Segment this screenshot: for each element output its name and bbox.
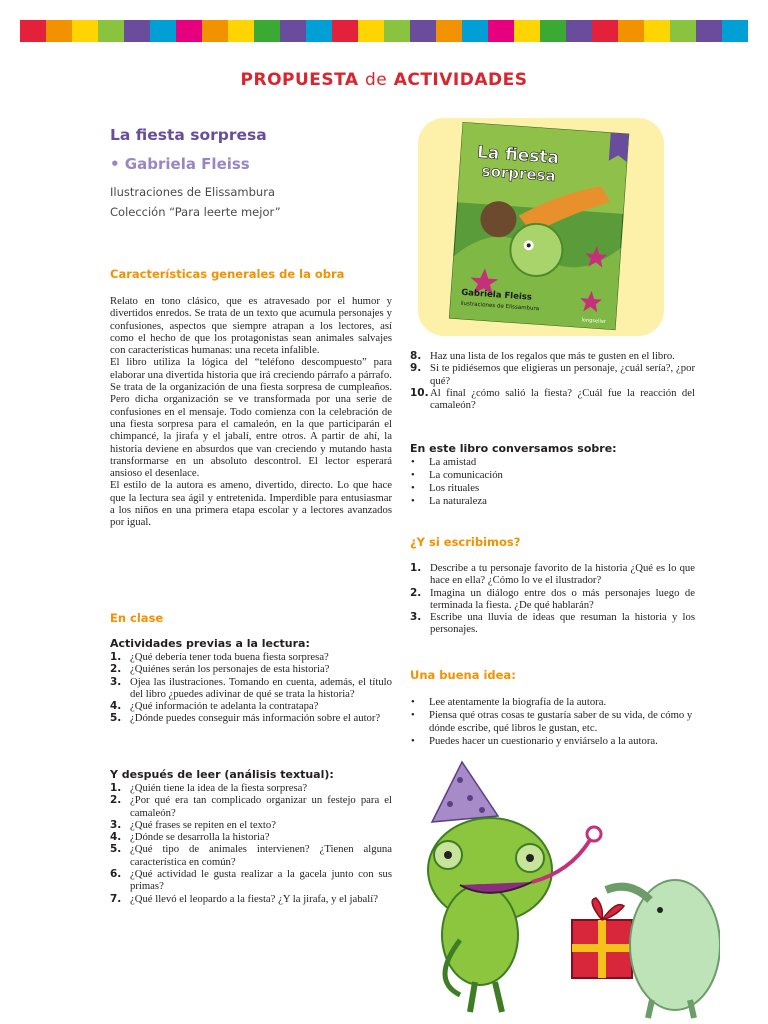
title-de: de <box>365 70 388 90</box>
illustrator-credit: Ilustraciones de Elissambura <box>110 185 275 199</box>
previas-list <box>110 651 392 725</box>
list-item: • Lee atentamente la biografía de la autora. <box>410 696 695 709</box>
caracteristicas-paragraph: El estilo de la autora es ameno, divertido, directo. Lo que hace que la lectura sea ágil y entretenida. Imperdible para entusiasmar a los niños en una primera etapa escolar y a lectores avanzados por igual. <box>110 479 392 529</box>
title-actividades: ACTIVIDADES <box>393 70 528 90</box>
list-item <box>110 782 392 794</box>
conversamos-list <box>410 456 695 508</box>
item-text: ¿Qué actividad le gusta realizar a la gacela junto con sus primas? <box>130 868 392 893</box>
despues-list <box>110 782 392 905</box>
list-item <box>410 387 695 412</box>
buena-idea-list <box>410 696 695 748</box>
stripe-segment <box>384 20 410 42</box>
cover-publisher: longseller <box>581 317 607 325</box>
stripe-segment <box>72 20 98 42</box>
cover-title-line1: La fiesta <box>476 142 560 169</box>
list-item <box>410 587 695 612</box>
conversamos-heading: En este libro conversamos sobre: <box>410 442 617 455</box>
caracteristicas-paragraph: El libro utiliza la lógica del “teléfono descompuesto” para elaborar una divertida historia que irá creciendo párrafo a párrafo. <box>110 356 392 381</box>
stripe-segment <box>566 20 592 42</box>
stripe-segment <box>514 20 540 42</box>
item-number: 10. <box>410 386 429 399</box>
item-number: 9. <box>410 362 422 375</box>
item-number: 4. <box>110 700 122 713</box>
page-title <box>0 70 768 90</box>
item-text: Imagina un diálogo entre dos o más personajes luego de terminada la fiesta. ¿De qué hablarán? <box>430 586 695 611</box>
list-item <box>110 843 392 868</box>
list-item <box>110 700 392 712</box>
list-item <box>110 794 392 819</box>
despues-heading: Y después de leer (análisis textual): <box>110 768 334 781</box>
stripe-segment <box>722 20 748 42</box>
escribimos-list <box>410 562 695 636</box>
stripe-segment <box>98 20 124 42</box>
list-item <box>110 893 392 905</box>
item-text: Describe a tu personaje favorito de la historia ¿Qué es lo que hace en ella? ¿Cómo lo ve el ilustrador? <box>430 562 695 587</box>
stripe-segment <box>20 20 46 42</box>
item-text: Ojea las ilustraciones. Tomando en cuenta, además, el título del libro ¿puedes adivinar de qué se trata la historia? <box>130 675 392 700</box>
stripe-segment <box>358 20 384 42</box>
item-number: 1. <box>110 651 122 663</box>
stripe-segment <box>176 20 202 42</box>
cover-title-line2: sorpresa <box>481 161 557 186</box>
chameleon-party-illustration <box>420 760 720 1020</box>
item-number: 3. <box>410 611 422 624</box>
list-item <box>110 712 392 724</box>
list-item: • Puedes hacer un cuestionario y enviárselo a la autora. <box>410 735 695 748</box>
item-number: 3. <box>110 675 122 688</box>
item-number: 5. <box>110 843 122 856</box>
item-number: 2. <box>110 794 122 807</box>
stripe-segment <box>410 20 436 42</box>
caracteristicas-heading: Características generales de la obra <box>110 267 345 281</box>
list-item <box>110 663 392 675</box>
item-text: ¿Qué debería tener toda buena fiesta sorpresa? <box>130 651 329 663</box>
book-cover-image <box>438 122 638 332</box>
list-item: • La amistad <box>410 456 695 469</box>
caracteristicas-paragraph: Se trata de la organización de una fiesta sorpresa de cumpleaños. Pero dicha organización se ve transformada por una serie de confusiones en el mensaje. Todo comienza con la celebración de una fiesta sorpresa para el camaleón, en la que participarán el chimpancé, la jirafa y el jabalí, entre otros. A partir de ahí, la historia deviene en absurdos que van creciendo y mutando hasta transformarse en un absoluto descontrol. El lector esperará ansioso el desenlace. <box>110 381 392 480</box>
list-item: • Los rituales <box>410 482 695 495</box>
list-item <box>410 562 695 587</box>
title-propuesta: PROPUESTA <box>240 70 359 90</box>
stripe-segment <box>228 20 254 42</box>
item-text: ¿Qué frases se repiten en el texto? <box>130 818 276 831</box>
item-text: Haz una lista de los regalos que más te gusten en el libro. <box>430 350 675 362</box>
item-number: 3. <box>110 818 122 831</box>
item-text: ¿Dónde puedes conseguir más información sobre el autor? <box>130 712 381 725</box>
collection-credit: Colección “Para leerte mejor” <box>110 205 281 219</box>
stripe-segment <box>46 20 72 42</box>
buena-idea-heading: Una buena idea: <box>410 668 516 682</box>
list-item <box>110 819 392 831</box>
list-item <box>110 868 392 893</box>
item-text: ¿Quién tiene la idea de la fiesta sorpresa? <box>130 782 308 794</box>
item-number: 4. <box>110 831 122 844</box>
stripe-segment <box>618 20 644 42</box>
list-item <box>110 676 392 701</box>
stripe-segment <box>150 20 176 42</box>
item-number: 5. <box>110 712 122 725</box>
stripe-segment <box>254 20 280 42</box>
stripe-segment <box>436 20 462 42</box>
item-number: 1. <box>110 782 122 794</box>
item-number: 8. <box>410 350 422 362</box>
item-text: Al final ¿cómo salió la fiesta? ¿Cuál fue la reacción del camaleón? <box>430 386 695 412</box>
stripe-segment <box>696 20 722 42</box>
list-item <box>110 651 392 663</box>
cover-author: Gabriela Fleiss <box>460 287 533 303</box>
caracteristicas-paragraph: Relato en tono clásico, que es atravesado por el humor y divertidos enredos. Se trata de un texto que acumula personajes y confusiones, aspectos que siempre atrapan a los lectores, así como el hecho de que los protagonistas sean animales salvajes con características humanas: una receta infalible. <box>110 295 392 357</box>
list-item: • La naturaleza <box>410 495 695 508</box>
stripe-segment <box>306 20 332 42</box>
stripe-segment <box>124 20 150 42</box>
item-number: 1. <box>410 562 422 574</box>
book-title: La fiesta sorpresa <box>110 126 267 144</box>
item-number: 7. <box>110 892 122 905</box>
continued-list <box>410 350 695 411</box>
list-item <box>410 611 695 636</box>
previas-heading: Actividades previas a la lectura: <box>110 637 310 650</box>
stripe-segment <box>592 20 618 42</box>
book-author: • Gabriela Fleiss <box>110 155 250 173</box>
list-item <box>410 362 695 387</box>
item-text: ¿Qué tipo de animales intervienen? ¿Tienen alguna característica en común? <box>130 843 392 868</box>
stripe-segment <box>488 20 514 42</box>
stripe-segment <box>670 20 696 42</box>
item-text: ¿Quiénes serán los personajes de esta historia? <box>130 663 330 676</box>
escribimos-heading: ¿Y si escribimos? <box>410 535 521 549</box>
item-text: Escribe una lluvia de ideas que resuman la historia y los personajes. <box>430 611 695 636</box>
color-stripe-banner <box>20 20 748 42</box>
item-text: Si te pidiésemos que eligieras un personaje, ¿cuál sería?, ¿por qué? <box>430 362 695 387</box>
item-number: 2. <box>410 586 422 599</box>
list-item <box>110 831 392 843</box>
item-text: ¿Qué información te adelanta la contratapa? <box>130 700 319 713</box>
list-item <box>410 350 695 362</box>
list-item: • La comunicación <box>410 469 695 482</box>
item-number: 6. <box>110 868 122 881</box>
item-number: 2. <box>110 663 122 676</box>
stripe-segment <box>202 20 228 42</box>
stripe-segment <box>540 20 566 42</box>
stripe-segment <box>332 20 358 42</box>
stripe-segment <box>280 20 306 42</box>
cover-illustrator: ilustraciones de Elissambura <box>460 300 540 313</box>
en-clase-heading: En clase <box>110 611 164 625</box>
caracteristicas-text <box>110 295 392 529</box>
item-text: ¿Por qué era tan complicado organizar un festejo para el camaleón? <box>130 794 392 819</box>
stripe-segment <box>644 20 670 42</box>
stripe-segment <box>462 20 488 42</box>
list-item: • Piensa qué otras cosas te gustaría saber de su vida, de cómo y dónde escribe, qué libros le gustan, etc. <box>410 709 695 735</box>
item-text: ¿Dónde se desarrolla la historia? <box>130 831 270 844</box>
item-text: ¿Qué llevó el leopardo a la fiesta? ¿Y la jirafa, y el jabalí? <box>130 892 378 905</box>
